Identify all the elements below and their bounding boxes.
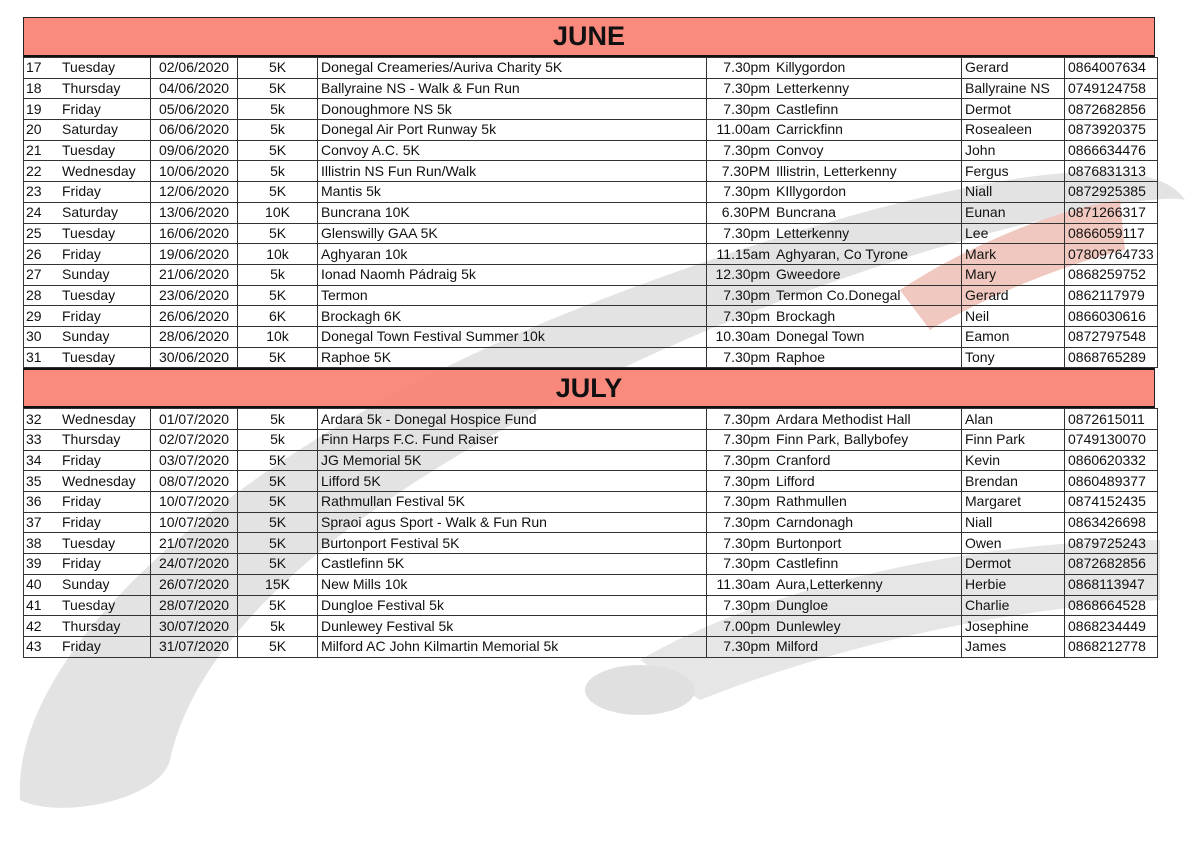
- start-time-cell: 7.30pm: [707, 285, 774, 306]
- venue-cell: Illistrin, Letterkenny: [773, 161, 962, 182]
- event-name-cell: Spraoi agus Sport - Walk & Fun Run: [318, 512, 707, 533]
- date-cell: 08/07/2020: [151, 471, 238, 492]
- day-cell: Tuesday: [59, 347, 151, 368]
- event-name-cell: Milford AC John Kilmartin Memorial 5k: [318, 636, 707, 657]
- venue-cell: Carndonagh: [773, 512, 962, 533]
- day-cell: Friday: [59, 244, 151, 265]
- start-time-cell: 7.30pm: [707, 512, 774, 533]
- start-time-cell: 7.30pm: [707, 636, 774, 657]
- table-row: [24, 574, 1158, 595]
- day-cell: Tuesday: [59, 223, 151, 244]
- start-time-cell: 11.00am: [707, 120, 774, 141]
- race-number-cell: 18: [24, 78, 60, 99]
- distance-cell: 5k: [238, 430, 318, 451]
- contact-name-cell: Gerard: [962, 285, 1065, 306]
- venue-cell: Brockagh: [773, 306, 962, 327]
- day-cell: Friday: [59, 306, 151, 327]
- contact-name-cell: Niall: [962, 182, 1065, 203]
- distance-cell: 5k: [238, 616, 318, 637]
- start-time-cell: 10.30am: [707, 326, 774, 347]
- start-time-cell: 7.30pm: [707, 182, 774, 203]
- start-time-cell: 7.30PM: [707, 161, 774, 182]
- race-number-cell: 21: [24, 140, 60, 161]
- day-cell: Sunday: [59, 326, 151, 347]
- date-cell: 21/06/2020: [151, 264, 238, 285]
- date-cell: 02/07/2020: [151, 430, 238, 451]
- race-number-cell: 28: [24, 285, 60, 306]
- day-cell: Friday: [59, 492, 151, 513]
- table-row: [24, 182, 1158, 203]
- distance-cell: 5k: [238, 264, 318, 285]
- day-cell: Wednesday: [59, 409, 151, 430]
- distance-cell: 5k: [238, 409, 318, 430]
- distance-cell: 10k: [238, 244, 318, 265]
- venue-cell: Milford: [773, 636, 962, 657]
- contact-name-cell: Finn Park: [962, 430, 1065, 451]
- day-cell: Wednesday: [59, 161, 151, 182]
- event-name-cell: Glenswilly GAA 5K: [318, 223, 707, 244]
- event-name-cell: Brockagh 6K: [318, 306, 707, 327]
- event-name-cell: JG Memorial 5K: [318, 450, 707, 471]
- contact-name-cell: Eamon: [962, 326, 1065, 347]
- date-cell: 12/06/2020: [151, 182, 238, 203]
- contact-name-cell: Josephine: [962, 616, 1065, 637]
- table-row: [24, 430, 1158, 451]
- day-cell: Tuesday: [59, 140, 151, 161]
- venue-cell: Letterkenny: [773, 78, 962, 99]
- contact-phone-cell: 0860489377: [1065, 471, 1158, 492]
- contact-phone-cell: 0872615011: [1065, 409, 1158, 430]
- distance-cell: 10K: [238, 202, 318, 223]
- date-cell: 19/06/2020: [151, 244, 238, 265]
- contact-name-cell: Margaret: [962, 492, 1065, 513]
- date-cell: 16/06/2020: [151, 223, 238, 244]
- start-time-cell: 7.30pm: [707, 471, 774, 492]
- event-name-cell: Termon: [318, 285, 707, 306]
- table-row: [24, 326, 1158, 347]
- start-time-cell: 7.30pm: [707, 223, 774, 244]
- day-cell: Wednesday: [59, 471, 151, 492]
- table-row: [24, 264, 1158, 285]
- event-name-cell: Ionad Naomh Pádraig 5k: [318, 264, 707, 285]
- date-cell: 02/06/2020: [151, 58, 238, 79]
- race-number-cell: 35: [24, 471, 60, 492]
- contact-phone-cell: 0871266317: [1065, 202, 1158, 223]
- day-cell: Thursday: [59, 78, 151, 99]
- date-cell: 28/07/2020: [151, 595, 238, 616]
- date-cell: 09/06/2020: [151, 140, 238, 161]
- start-time-cell: 7.30pm: [707, 409, 774, 430]
- day-cell: Tuesday: [59, 58, 151, 79]
- event-name-cell: Mantis 5k: [318, 182, 707, 203]
- event-name-cell: Donoughmore NS 5k: [318, 99, 707, 120]
- event-name-cell: Rathmullan Festival 5K: [318, 492, 707, 513]
- distance-cell: 5k: [238, 120, 318, 141]
- event-name-cell: Dunlewey Festival 5k: [318, 616, 707, 637]
- contact-name-cell: Tony: [962, 347, 1065, 368]
- event-name-cell: Burtonport Festival 5K: [318, 533, 707, 554]
- contact-name-cell: James: [962, 636, 1065, 657]
- table-row: [24, 140, 1158, 161]
- race-number-cell: 29: [24, 306, 60, 327]
- contact-phone-cell: 0873920375: [1065, 120, 1158, 141]
- contact-phone-cell: 07809764733: [1065, 244, 1158, 265]
- race-calendar: [23, 17, 1155, 658]
- venue-cell: Rathmullen: [773, 492, 962, 513]
- venue-cell: Buncrana: [773, 202, 962, 223]
- day-cell: Friday: [59, 512, 151, 533]
- start-time-cell: 7.30pm: [707, 347, 774, 368]
- distance-cell: 5K: [238, 636, 318, 657]
- race-number-cell: 40: [24, 574, 60, 595]
- day-cell: Friday: [59, 636, 151, 657]
- race-number-cell: 23: [24, 182, 60, 203]
- event-name-cell: Donegal Creameries/Auriva Charity 5K: [318, 58, 707, 79]
- day-cell: Tuesday: [59, 595, 151, 616]
- table-row: [24, 202, 1158, 223]
- contact-phone-cell: 0876831313: [1065, 161, 1158, 182]
- race-number-cell: 34: [24, 450, 60, 471]
- race-number-cell: 36: [24, 492, 60, 513]
- contact-name-cell: Dermot: [962, 554, 1065, 575]
- race-number-cell: 25: [24, 223, 60, 244]
- start-time-cell: 7.30pm: [707, 78, 774, 99]
- table-row: [24, 409, 1158, 430]
- venue-cell: Killygordon: [773, 58, 962, 79]
- table-row: [24, 244, 1158, 265]
- race-number-cell: 39: [24, 554, 60, 575]
- month-header-july: JULY: [23, 368, 1155, 408]
- contact-name-cell: Lee: [962, 223, 1065, 244]
- distance-cell: 5k: [238, 161, 318, 182]
- contact-name-cell: Eunan: [962, 202, 1065, 223]
- contact-phone-cell: 0872682856: [1065, 99, 1158, 120]
- contact-name-cell: Gerard: [962, 58, 1065, 79]
- july-table: [23, 408, 1158, 657]
- contact-name-cell: Mark: [962, 244, 1065, 265]
- day-cell: Saturday: [59, 202, 151, 223]
- distance-cell: 5K: [238, 533, 318, 554]
- start-time-cell: 7.30pm: [707, 306, 774, 327]
- venue-cell: Aghyaran, Co Tyrone: [773, 244, 962, 265]
- table-row: [24, 616, 1158, 637]
- distance-cell: 5K: [238, 347, 318, 368]
- date-cell: 26/06/2020: [151, 306, 238, 327]
- date-cell: 30/07/2020: [151, 616, 238, 637]
- contact-name-cell: Niall: [962, 512, 1065, 533]
- table-row: [24, 347, 1158, 368]
- race-number-cell: 26: [24, 244, 60, 265]
- contact-phone-cell: 0868259752: [1065, 264, 1158, 285]
- contact-phone-cell: 0872925385: [1065, 182, 1158, 203]
- day-cell: Saturday: [59, 120, 151, 141]
- event-name-cell: Castlefinn 5K: [318, 554, 707, 575]
- start-time-cell: 7.30pm: [707, 533, 774, 554]
- venue-cell: Castlefinn: [773, 554, 962, 575]
- venue-cell: Gweedore: [773, 264, 962, 285]
- event-name-cell: Convoy A.C. 5K: [318, 140, 707, 161]
- contact-phone-cell: 0868234449: [1065, 616, 1158, 637]
- contact-phone-cell: 0864007634: [1065, 58, 1158, 79]
- event-name-cell: Ardara 5k - Donegal Hospice Fund: [318, 409, 707, 430]
- table-row: [24, 120, 1158, 141]
- event-name-cell: Finn Harps F.C. Fund Raiser: [318, 430, 707, 451]
- contact-name-cell: Owen: [962, 533, 1065, 554]
- day-cell: Thursday: [59, 616, 151, 637]
- date-cell: 06/06/2020: [151, 120, 238, 141]
- start-time-cell: 7.00pm: [707, 616, 774, 637]
- distance-cell: 5K: [238, 450, 318, 471]
- event-name-cell: Donegal Town Festival Summer 10k: [318, 326, 707, 347]
- event-name-cell: Aghyaran 10k: [318, 244, 707, 265]
- distance-cell: 5K: [238, 471, 318, 492]
- race-number-cell: 42: [24, 616, 60, 637]
- venue-cell: Carrickfinn: [773, 120, 962, 141]
- distance-cell: 5K: [238, 223, 318, 244]
- distance-cell: 15K: [238, 574, 318, 595]
- table-row: [24, 471, 1158, 492]
- venue-cell: Convoy: [773, 140, 962, 161]
- table-row: [24, 492, 1158, 513]
- table-row: [24, 595, 1158, 616]
- day-cell: Sunday: [59, 264, 151, 285]
- start-time-cell: 7.30pm: [707, 58, 774, 79]
- start-time-cell: 7.30pm: [707, 595, 774, 616]
- start-time-cell: 11.15am: [707, 244, 774, 265]
- race-number-cell: 41: [24, 595, 60, 616]
- contact-phone-cell: 0868765289: [1065, 347, 1158, 368]
- event-name-cell: Donegal Air Port Runway 5k: [318, 120, 707, 141]
- table-row: [24, 636, 1158, 657]
- event-name-cell: Dungloe Festival 5k: [318, 595, 707, 616]
- table-row: [24, 223, 1158, 244]
- distance-cell: 6K: [238, 306, 318, 327]
- race-number-cell: 33: [24, 430, 60, 451]
- contact-phone-cell: 0868113947: [1065, 574, 1158, 595]
- month-header-june: JUNE: [23, 17, 1155, 57]
- day-cell: Friday: [59, 554, 151, 575]
- date-cell: 24/07/2020: [151, 554, 238, 575]
- table-row: [24, 554, 1158, 575]
- date-cell: 10/06/2020: [151, 161, 238, 182]
- distance-cell: 5k: [238, 99, 318, 120]
- contact-phone-cell: 0749124758: [1065, 78, 1158, 99]
- contact-phone-cell: 0749130070: [1065, 430, 1158, 451]
- distance-cell: 5K: [238, 182, 318, 203]
- race-number-cell: 32: [24, 409, 60, 430]
- start-time-cell: 7.30pm: [707, 99, 774, 120]
- venue-cell: Ardara Methodist Hall: [773, 409, 962, 430]
- contact-phone-cell: 0872682856: [1065, 554, 1158, 575]
- distance-cell: 5K: [238, 140, 318, 161]
- race-number-cell: 31: [24, 347, 60, 368]
- venue-cell: Finn Park, Ballybofey: [773, 430, 962, 451]
- race-number-cell: 37: [24, 512, 60, 533]
- race-number-cell: 22: [24, 161, 60, 182]
- race-number-cell: 17: [24, 58, 60, 79]
- event-name-cell: Illistrin NS Fun Run/Walk: [318, 161, 707, 182]
- table-row: [24, 306, 1158, 327]
- table-row: [24, 450, 1158, 471]
- start-time-cell: 7.30pm: [707, 140, 774, 161]
- contact-phone-cell: 0874152435: [1065, 492, 1158, 513]
- race-number-cell: 43: [24, 636, 60, 657]
- venue-cell: Dunlewley: [773, 616, 962, 637]
- table-row: [24, 58, 1158, 79]
- venue-cell: KIllygordon: [773, 182, 962, 203]
- table-row: [24, 99, 1158, 120]
- distance-cell: 5K: [238, 58, 318, 79]
- date-cell: 04/06/2020: [151, 78, 238, 99]
- contact-name-cell: John: [962, 140, 1065, 161]
- venue-cell: Aura,Letterkenny: [773, 574, 962, 595]
- table-row: [24, 533, 1158, 554]
- day-cell: Tuesday: [59, 533, 151, 554]
- distance-cell: 5K: [238, 512, 318, 533]
- race-number-cell: 24: [24, 202, 60, 223]
- contact-phone-cell: 0866059117: [1065, 223, 1158, 244]
- table-row: [24, 161, 1158, 182]
- contact-phone-cell: 0879725243: [1065, 533, 1158, 554]
- date-cell: 21/07/2020: [151, 533, 238, 554]
- contact-name-cell: Rosealeen: [962, 120, 1065, 141]
- venue-cell: Termon Co.Donegal: [773, 285, 962, 306]
- start-time-cell: 7.30pm: [707, 430, 774, 451]
- race-number-cell: 30: [24, 326, 60, 347]
- contact-name-cell: Brendan: [962, 471, 1065, 492]
- start-time-cell: 6.30PM: [707, 202, 774, 223]
- contact-name-cell: Fergus: [962, 161, 1065, 182]
- start-time-cell: 11.30am: [707, 574, 774, 595]
- event-name-cell: Ballyraine NS - Walk & Fun Run: [318, 78, 707, 99]
- table-row: [24, 285, 1158, 306]
- event-name-cell: Buncrana 10K: [318, 202, 707, 223]
- day-cell: Friday: [59, 182, 151, 203]
- june-table: [23, 57, 1158, 368]
- event-name-cell: Lifford 5K: [318, 471, 707, 492]
- day-cell: Tuesday: [59, 285, 151, 306]
- venue-cell: Raphoe: [773, 347, 962, 368]
- contact-phone-cell: 0872797548: [1065, 326, 1158, 347]
- start-time-cell: 7.30pm: [707, 554, 774, 575]
- venue-cell: Cranford: [773, 450, 962, 471]
- distance-cell: 5K: [238, 492, 318, 513]
- start-time-cell: 12.30pm: [707, 264, 774, 285]
- date-cell: 03/07/2020: [151, 450, 238, 471]
- contact-name-cell: Ballyraine NS: [962, 78, 1065, 99]
- date-cell: 01/07/2020: [151, 409, 238, 430]
- date-cell: 23/06/2020: [151, 285, 238, 306]
- date-cell: 30/06/2020: [151, 347, 238, 368]
- distance-cell: 5K: [238, 554, 318, 575]
- venue-cell: Dungloe: [773, 595, 962, 616]
- contact-name-cell: Alan: [962, 409, 1065, 430]
- date-cell: 10/07/2020: [151, 512, 238, 533]
- table-row: [24, 78, 1158, 99]
- contact-phone-cell: 0860620332: [1065, 450, 1158, 471]
- distance-cell: 5K: [238, 78, 318, 99]
- date-cell: 28/06/2020: [151, 326, 238, 347]
- venue-cell: Burtonport: [773, 533, 962, 554]
- table-row: [24, 512, 1158, 533]
- contact-phone-cell: 0868212778: [1065, 636, 1158, 657]
- event-name-cell: Raphoe 5K: [318, 347, 707, 368]
- date-cell: 05/06/2020: [151, 99, 238, 120]
- race-number-cell: 20: [24, 120, 60, 141]
- contact-name-cell: Herbie: [962, 574, 1065, 595]
- date-cell: 13/06/2020: [151, 202, 238, 223]
- venue-cell: Letterkenny: [773, 223, 962, 244]
- start-time-cell: 7.30pm: [707, 492, 774, 513]
- distance-cell: 5K: [238, 595, 318, 616]
- contact-phone-cell: 0862117979: [1065, 285, 1158, 306]
- distance-cell: 5K: [238, 285, 318, 306]
- distance-cell: 10k: [238, 326, 318, 347]
- race-number-cell: 38: [24, 533, 60, 554]
- day-cell: Friday: [59, 450, 151, 471]
- contact-name-cell: Mary: [962, 264, 1065, 285]
- contact-phone-cell: 0863426698: [1065, 512, 1158, 533]
- contact-phone-cell: 0868664528: [1065, 595, 1158, 616]
- date-cell: 10/07/2020: [151, 492, 238, 513]
- day-cell: Sunday: [59, 574, 151, 595]
- date-cell: 31/07/2020: [151, 636, 238, 657]
- contact-name-cell: Neil: [962, 306, 1065, 327]
- contact-name-cell: Kevin: [962, 450, 1065, 471]
- venue-cell: Castlefinn: [773, 99, 962, 120]
- contact-name-cell: Dermot: [962, 99, 1065, 120]
- contact-phone-cell: 0866634476: [1065, 140, 1158, 161]
- date-cell: 26/07/2020: [151, 574, 238, 595]
- race-number-cell: 27: [24, 264, 60, 285]
- event-name-cell: New Mills 10k: [318, 574, 707, 595]
- contact-phone-cell: 0866030616: [1065, 306, 1158, 327]
- contact-name-cell: Charlie: [962, 595, 1065, 616]
- start-time-cell: 7.30pm: [707, 450, 774, 471]
- day-cell: Friday: [59, 99, 151, 120]
- venue-cell: Lifford: [773, 471, 962, 492]
- venue-cell: Donegal Town: [773, 326, 962, 347]
- day-cell: Thursday: [59, 430, 151, 451]
- race-number-cell: 19: [24, 99, 60, 120]
